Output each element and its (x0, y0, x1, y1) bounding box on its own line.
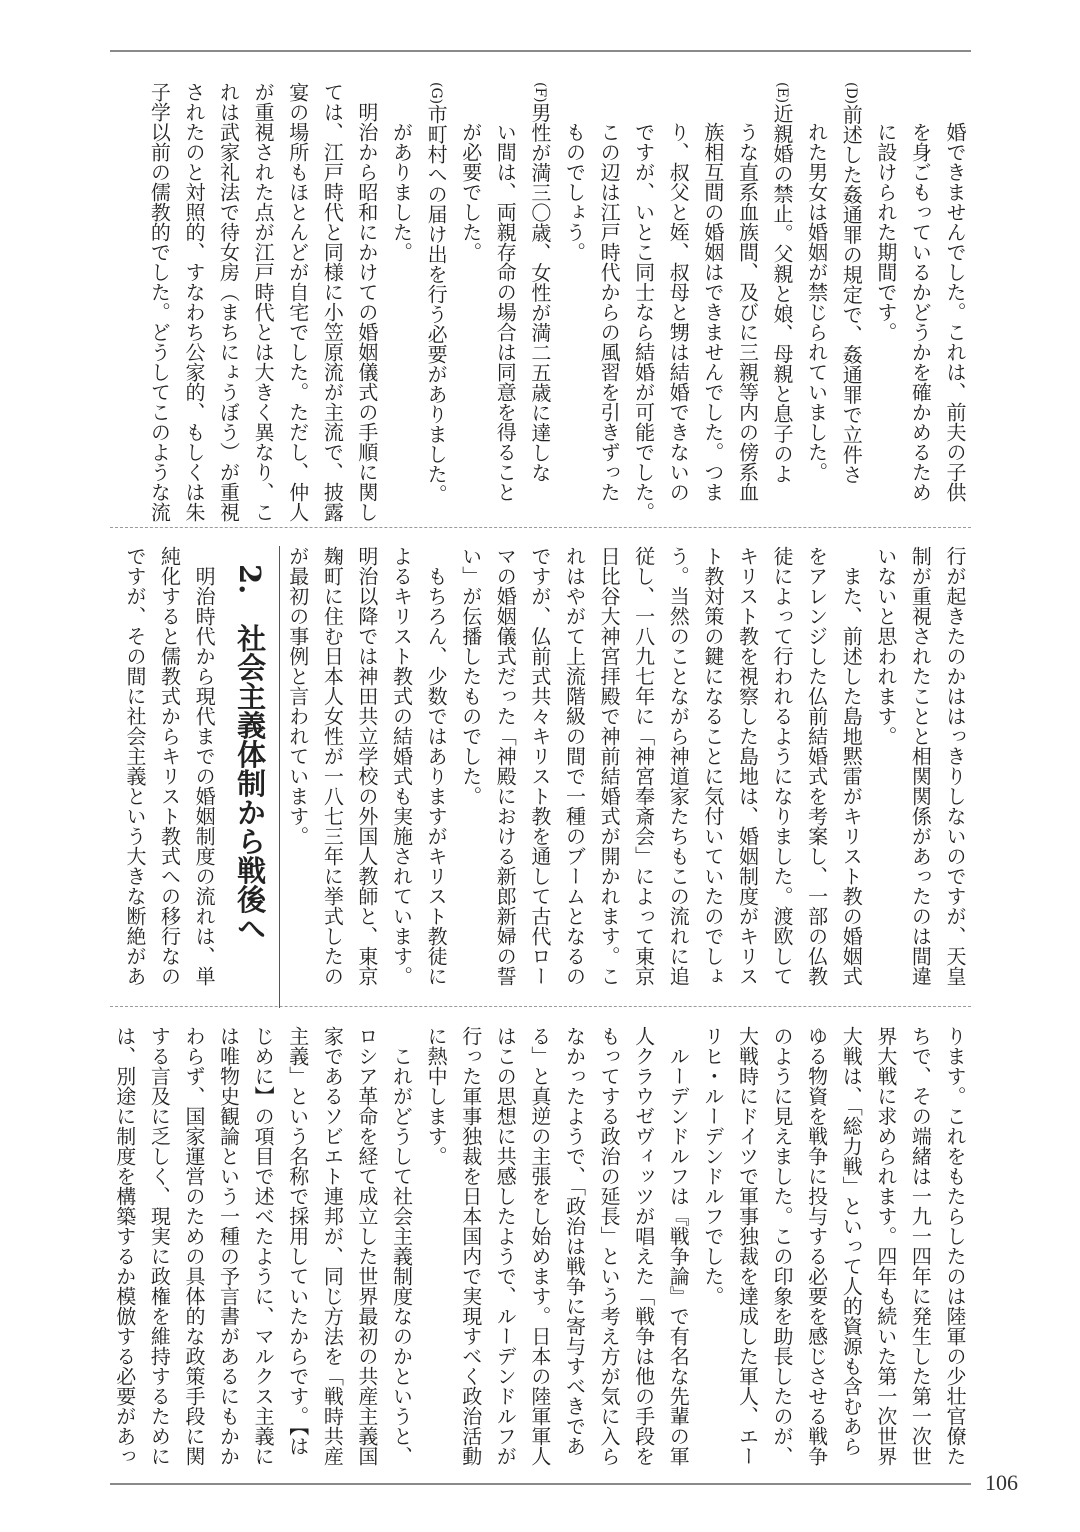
text-column: いないと思われます。 (873, 546, 898, 746)
text-column: ルーデンドルフは『戦争論』で有名な先輩の軍 (666, 1026, 691, 1466)
text-column (246, 82, 281, 544)
text-column: 制が重視されたことと相関関係があったのは間違 (908, 546, 933, 986)
text-line: うな直系血族間、及びに三親等内の傍系血 (735, 122, 760, 502)
text-line: が重視された点が江戸時代とは大きく異なり、こ (251, 82, 276, 522)
text-column: はこの思想に共感したようで、ルーデンドルフが (493, 1026, 518, 1466)
text-column: ロシア革命を経て成立した世界最初の共産主義国 (354, 1026, 379, 1466)
text-column: リヒ・ルーデンドルフでした。 (700, 1026, 725, 1306)
text-column (730, 82, 765, 544)
text-column (280, 82, 315, 544)
list-item (522, 82, 557, 544)
text-column (384, 82, 419, 544)
text-column: また、前述した島地黙雷がキリスト教の婚姻式 (839, 546, 864, 986)
top-rule (110, 50, 971, 52)
text-column: 界大戦に求められます。四年も続いた第一次世界 (873, 1026, 898, 1466)
list-item (419, 82, 454, 544)
text-column (211, 82, 246, 544)
text-column: ちで、その端緒は一九一四年に発生した第一次世 (908, 1026, 933, 1466)
text-column: これがどうして社会主義制度なのかというと、 (389, 1026, 414, 1466)
text-column: 人クラウゼヴィッツが唱えた「戦争は他の手段を (631, 1026, 656, 1466)
text-tier-top (142, 82, 972, 544)
text-column (142, 82, 177, 544)
text-column: ト教対策の鍵になることに気付いていたのでしょ (700, 546, 725, 986)
text-column (799, 82, 834, 544)
text-column: ですが、仏前式共々キリスト教を通して古代ロー (527, 546, 552, 986)
text-column: 行が起きたのかははっきりしないのですが、天皇 (943, 546, 967, 986)
text-column: う。当然のことながら神道家たちもこの流れに追 (666, 546, 691, 986)
text-line: を身ごもっているかどうかを確かめるため (908, 122, 933, 502)
text-column: 行った軍事独裁を日本国内で実現すべく政治活動 (458, 1026, 483, 1466)
text-column (626, 82, 661, 544)
text-column: ですが、その間に社会主義という大きな断絶があ (122, 546, 147, 986)
text-line: 明治から昭和にかけての婚姻儀式の手順に関し (354, 82, 379, 522)
text-line: ては、江戸時代と同様に小笠原流が主流で、披露 (320, 82, 345, 522)
text-column: 従し、一八九七年に「神宮奉斎会」によって東京 (631, 546, 656, 986)
text-column (937, 82, 972, 544)
text-column (591, 82, 626, 544)
text-line: 近親婚の禁止。父親と娘、母親と息子のよ (770, 103, 795, 484)
text-column (868, 82, 903, 544)
text-column: は、別途に制度を構築するか模倣する必要があっ (112, 1026, 137, 1466)
text-column: 純化すると儒教式からキリスト教式への移行なの (157, 546, 182, 986)
text-column: る」と真逆の主張をし始めます。日本の陸軍軍人 (527, 1026, 552, 1466)
text-column: 大戦は、「総力戦」といって人的資源も含むあら (839, 1026, 864, 1456)
text-line: 前述した姦通罪の規定で、姦通罪で立件さ (839, 104, 864, 485)
text-column: わらず、国家運営のための具体的な政策手段に関 (181, 1026, 206, 1466)
text-line: に設けられた期間です。 (873, 122, 898, 342)
text-column (176, 82, 211, 544)
text-column (695, 82, 730, 544)
text-column (315, 82, 350, 544)
text-column: 日比谷大神宮拝殿で神前結婚式が開かれます。こ (597, 546, 622, 986)
text-column (903, 82, 938, 544)
text-column: なかったようで、「政治は戦争に寄与すべきであ (562, 1026, 587, 1456)
section-heading: 2. 社会主義体制から戦後へ (221, 546, 280, 1008)
text-column (453, 82, 488, 544)
text-column: もちろん、少数ではありますがキリスト教徒に (424, 546, 449, 986)
list-item-label: (E) (774, 82, 791, 104)
text-column: に熱中します。 (424, 1026, 449, 1166)
list-item (834, 82, 869, 544)
text-line: 市町村への届け出を行う必要がありました。 (424, 104, 449, 505)
list-item-label: (D) (843, 82, 860, 105)
text-column: が最初の事例と言われています。 (285, 546, 310, 846)
text-line: 婚できませんでした。これは、前夫の子供 (943, 122, 967, 502)
text-column: 徒によって行われるようになりました。渡欧して (770, 546, 795, 986)
text-line: 族相互間の婚姻はできませんでした。つま (700, 122, 725, 502)
text-column: じめに】の項目で述べたように、マルクス主義に (251, 1026, 276, 1466)
text-line: ものでしょう。 (562, 122, 587, 262)
text-line: されたのと対照的、すなわち公家的、もしくは朱 (181, 82, 206, 522)
page-number: 106 (985, 1470, 1018, 1495)
text-line: い間は、両親存命の場合は同意を得ること (493, 122, 518, 502)
text-column: よるキリスト教式の結婚式も実施されています。 (389, 546, 414, 986)
text-column: 明治時代から現代までの婚姻制度の流れは、単 (192, 546, 217, 986)
text-column: ります。これをもたらしたのは陸軍の少壮官僚た (943, 1026, 967, 1466)
text-line: 宴の場所もほとんどが自宅でした。ただし、仲人 (285, 82, 310, 522)
text-tier-middle (117, 546, 972, 1008)
text-column: い」が伝播したものでした。 (458, 546, 483, 806)
text-column: のように見えました。この印象を助長したのが、 (770, 1026, 795, 1466)
text-column: をアレンジした仏前結婚式を考案し、一部の仏教 (804, 546, 829, 986)
text-line: この辺は江戸時代からの風習を引きずった (597, 122, 622, 502)
list-item-label: (F) (531, 82, 548, 103)
text-column (349, 82, 384, 544)
text-column (661, 82, 696, 544)
text-column: 主義」という名称で採用していたからです。【は (285, 1026, 310, 1456)
text-line: が必要でした。 (458, 122, 483, 262)
text-column: ゆる物資を戦争に投与する必要を感じさせる戦争 (804, 1026, 829, 1466)
text-column: れはやがて上流階級の間で一種のブームとなるの (562, 546, 587, 986)
text-column: する言及に乏しく、現実に政権を維持するために (147, 1026, 172, 1466)
list-item-label: (G) (428, 82, 445, 105)
text-line: 男性が満三〇歳、女性が満二五歳に達しな (527, 102, 552, 483)
text-line: ですが、いとこ同士なら結婚が可能でした。 (631, 122, 656, 522)
text-column: キリスト教を視察した島地は、婚姻制度がキリス (735, 546, 760, 986)
text-line: れは武家礼法で待女房（まちにょうぼう）が重視 (216, 82, 241, 522)
list-item (764, 82, 799, 544)
text-line: れた男女は婚姻が禁じられていました。 (804, 122, 829, 482)
text-line: がありました。 (389, 122, 414, 262)
text-column: 麹町に住む日本人女性が一八七三年に挙式したの (320, 546, 345, 986)
text-column: 大戦時にドイツで軍事独裁を達成した軍人、エー (735, 1026, 760, 1466)
text-column (557, 82, 592, 544)
text-tier-bottom (107, 1026, 972, 1488)
text-column: もってする政治の延長」という考え方が気に入ら (597, 1026, 622, 1466)
text-column: マの婚姻儀式だった「神殿における新郎新婦の誓 (493, 546, 518, 986)
text-column: 家であるソビエト連邦が、同じ方法を「戦時共産 (320, 1026, 345, 1466)
text-column: 明治以降では神田共立学校の外国人教師と、東京 (354, 546, 379, 986)
text-line: 子学以前の儒教的でした。どうしてこのような流 (147, 82, 172, 522)
text-column: は唯物史観論という一種の予言書があるにもかか (216, 1026, 241, 1466)
text-line: り、叔父と姪、叔母と甥は結婚できないの (666, 122, 691, 502)
text-column (488, 82, 523, 544)
